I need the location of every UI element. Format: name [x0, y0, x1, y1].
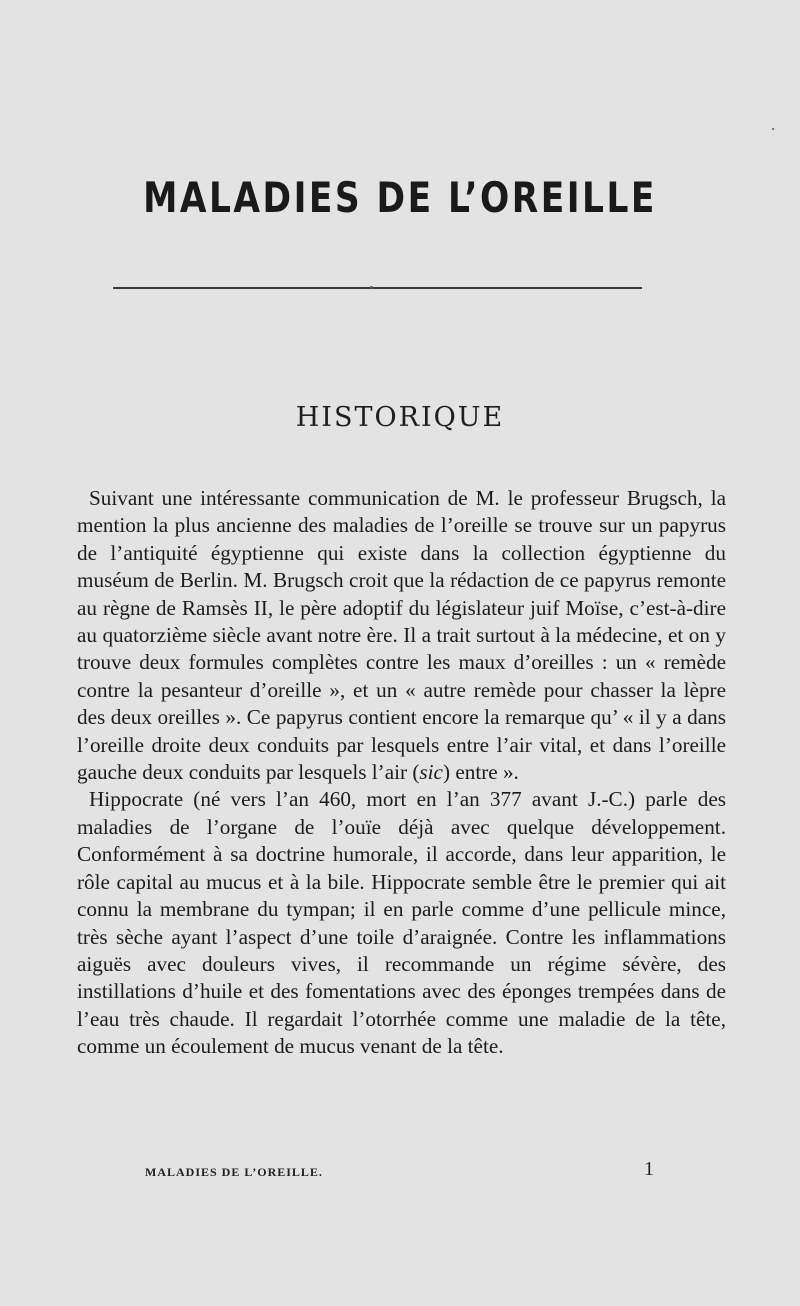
running-footer-title: MALADIES DE L’OREILLE. — [145, 1165, 323, 1179]
paragraph-1-tail: ) entre ». — [442, 760, 519, 785]
paragraph-papyrus — [77, 485, 726, 786]
print-speck — [772, 128, 774, 130]
signature-mark: 1 — [644, 1158, 654, 1180]
print-speck — [370, 286, 373, 289]
paragraph-1-italic-sic: sic — [419, 760, 443, 785]
title-divider-rule — [113, 287, 642, 289]
chapter-title: MALADIES DE L’OREILLE — [143, 173, 657, 222]
paragraph-hippocrate: Hippocrate (né vers l’an 460, mort en l’an 377 avant J.-C.) parle des maladies de l’organe de l’ouïe déjà avec quelque développement. Conformément à sa doctrine humorale, il accorde, dans leur apparition, le rôle capital au mucus et à la bile. Hippocrate semble être le premier qui ait connu la membrane du tympan; il en parle comme d’une pellicule mince, très sèche ayant l’aspect d’une toile d’araignée. Contre les inflammations aiguës avec douleurs vives, il recommande un régime sévère, des instillations d’huile et des fomentations avec des éponges trempées dans de l’eau très chaude. Il regardait l’otorrhée comme une maladie de la tête, comme un écoulement de mucus venant de la tête. — [77, 787, 726, 1059]
body-text — [77, 485, 726, 1061]
paragraph-1-text: Suivant une intéressante communication de M. le professeur Brugsch, la mention la plus ancienne des maladies de l’oreille se trouve sur un papyrus de l’antiquité égyptienne qui existe dans la collection égyptienne du muséum de Berlin. M. Brugsch croit que la rédaction de ce papyrus remonte au règne de Ramsès II, le père adoptif du législateur juif Moïse, c’est-à-dire au quatorzième siècle avant notre ère. Il a trait surtout à la médecine, et on y trouve deux formules complètes contre les maux d’oreilles : un « remède contre la pesanteur d’oreille », et un « autre remède pour chasser la lèpre des deux oreilles ». Ce papyrus contient encore la remarque qu’ « il y a dans l’oreille droite deux conduits par lesquels entre l’air vital, et dans l’oreille gauche deux conduits par lesquels l’air ( — [77, 486, 726, 785]
section-heading: HISTORIQUE — [295, 402, 505, 433]
